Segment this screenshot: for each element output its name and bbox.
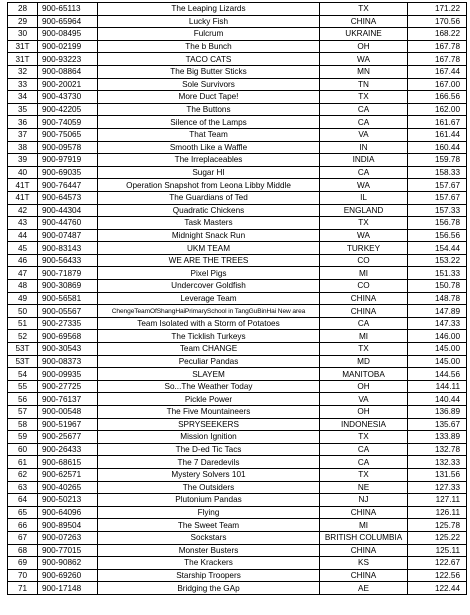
rank-cell: 68 <box>8 544 38 557</box>
region-cell: IN <box>320 141 408 154</box>
table-row <box>8 116 467 129</box>
score-cell: 171.22 <box>408 3 467 16</box>
rank-cell: 49 <box>8 292 38 305</box>
team-id-cell: 900-20021 <box>38 78 98 91</box>
rank-cell: 61 <box>8 456 38 469</box>
region-cell: CA <box>320 443 408 456</box>
team-id-cell: 900-25677 <box>38 431 98 444</box>
table-row <box>8 166 467 179</box>
score-cell: 144.56 <box>408 368 467 381</box>
table-row <box>8 242 467 255</box>
table-row <box>8 393 467 406</box>
score-cell: 153.22 <box>408 254 467 267</box>
team-name-cell: The Five Mountaineers <box>98 406 320 419</box>
region-cell: CO <box>320 254 408 267</box>
region-cell: MANITOBA <box>320 368 408 381</box>
rank-cell: 56 <box>8 393 38 406</box>
score-cell: 167.78 <box>408 53 467 66</box>
table-row <box>8 330 467 343</box>
team-id-cell: 900-77015 <box>38 544 98 557</box>
region-cell: KS <box>320 557 408 570</box>
table-row <box>8 53 467 66</box>
team-id-cell: 900-64096 <box>38 506 98 519</box>
region-cell: NJ <box>320 494 408 507</box>
team-id-cell: 900-97919 <box>38 154 98 167</box>
region-cell: ENGLAND <box>320 204 408 217</box>
score-cell: 122.67 <box>408 557 467 570</box>
team-id-cell: 900-76447 <box>38 179 98 192</box>
score-cell: 157.67 <box>408 191 467 204</box>
region-cell: CA <box>320 103 408 116</box>
team-name-cell: More Duct Tape! <box>98 91 320 104</box>
team-id-cell: 900-62571 <box>38 468 98 481</box>
region-cell: MI <box>320 519 408 532</box>
team-id-cell: 900-05567 <box>38 305 98 318</box>
table-row <box>8 280 467 293</box>
table-row <box>8 65 467 78</box>
team-name-cell: The D-ed Tic Tacs <box>98 443 320 456</box>
table-row <box>8 128 467 141</box>
rank-cell: 60 <box>8 443 38 456</box>
rank-cell: 58 <box>8 418 38 431</box>
region-cell: INDIA <box>320 154 408 167</box>
region-cell: INDONESIA <box>320 418 408 431</box>
team-id-cell: 900-40265 <box>38 481 98 494</box>
rank-cell: 50 <box>8 305 38 318</box>
table-row <box>8 380 467 393</box>
score-cell: 162.00 <box>408 103 467 116</box>
team-name-cell: The 7 Daredevils <box>98 456 320 469</box>
team-name-cell: Monster Busters <box>98 544 320 557</box>
table-row <box>8 343 467 356</box>
rank-cell: 34 <box>8 91 38 104</box>
region-cell: TX <box>320 217 408 230</box>
team-name-cell: Pickle Power <box>98 393 320 406</box>
rank-cell: 51 <box>8 317 38 330</box>
rank-cell: 64 <box>8 494 38 507</box>
table-row <box>8 217 467 230</box>
region-cell: MN <box>320 65 408 78</box>
team-name-cell: The Guardians of Ted <box>98 191 320 204</box>
team-name-cell: Sole Survivors <box>98 78 320 91</box>
table-row <box>8 28 467 41</box>
region-cell: WA <box>320 229 408 242</box>
table-row <box>8 91 467 104</box>
region-cell: TURKEY <box>320 242 408 255</box>
table-row <box>8 519 467 532</box>
table-row <box>8 443 467 456</box>
score-cell: 170.56 <box>408 15 467 28</box>
table-row <box>8 141 467 154</box>
team-name-cell: Team Isolated with a Storm of Potatoes <box>98 317 320 330</box>
team-id-cell: 900-44760 <box>38 217 98 230</box>
team-id-cell: 900-17148 <box>38 582 98 595</box>
table-row <box>8 204 467 217</box>
region-cell: WA <box>320 53 408 66</box>
region-cell: CHINA <box>320 569 408 582</box>
team-id-cell: 900-27725 <box>38 380 98 393</box>
table-row <box>8 305 467 318</box>
team-id-cell: 900-09935 <box>38 368 98 381</box>
table-row <box>8 531 467 544</box>
team-name-cell: Fulcrum <box>98 28 320 41</box>
team-name-cell: The Outsiders <box>98 481 320 494</box>
rank-cell: 57 <box>8 406 38 419</box>
score-cell: 148.78 <box>408 292 467 305</box>
team-name-cell: Sugar HI <box>98 166 320 179</box>
team-id-cell: 900-56433 <box>38 254 98 267</box>
table-row <box>8 569 467 582</box>
score-cell: 161.44 <box>408 128 467 141</box>
table-row <box>8 368 467 381</box>
team-name-cell: Mission Ignition <box>98 431 320 444</box>
table-row <box>8 254 467 267</box>
team-name-cell: Operation Snapshot from Leona Libby Middle <box>98 179 320 192</box>
region-cell: MI <box>320 267 408 280</box>
team-id-cell: 900-09578 <box>38 141 98 154</box>
team-name-cell: ChengeTeamOfShangHaiPrimarySchool in TangGuBinHai New area <box>98 305 320 318</box>
rank-cell: 55 <box>8 380 38 393</box>
rank-cell: 62 <box>8 468 38 481</box>
team-name-cell: TACO CATS <box>98 53 320 66</box>
team-name-cell: Quadratic Chickens <box>98 204 320 217</box>
score-cell: 150.78 <box>408 280 467 293</box>
region-cell: CHINA <box>320 15 408 28</box>
team-id-cell: 900-43730 <box>38 91 98 104</box>
region-cell: TN <box>320 78 408 91</box>
region-cell: CHINA <box>320 305 408 318</box>
team-name-cell: Leverage Team <box>98 292 320 305</box>
score-cell: 136.89 <box>408 406 467 419</box>
table-row <box>8 494 467 507</box>
score-cell: 154.44 <box>408 242 467 255</box>
team-id-cell: 900-08373 <box>38 355 98 368</box>
rank-cell: 41T <box>8 191 38 204</box>
table-row <box>8 481 467 494</box>
table-row <box>8 179 467 192</box>
team-name-cell: UKM TEAM <box>98 242 320 255</box>
team-name-cell: Peculiar Pandas <box>98 355 320 368</box>
region-cell: CHINA <box>320 506 408 519</box>
team-name-cell: Plutonium Pandas <box>98 494 320 507</box>
region-cell: OH <box>320 40 408 53</box>
score-cell: 131.56 <box>408 468 467 481</box>
score-cell: 145.00 <box>408 355 467 368</box>
score-cell: 146.00 <box>408 330 467 343</box>
rank-cell: 32 <box>8 65 38 78</box>
score-cell: 156.78 <box>408 217 467 230</box>
score-cell: 132.78 <box>408 443 467 456</box>
team-id-cell: 900-69568 <box>38 330 98 343</box>
table-row <box>8 468 467 481</box>
team-name-cell: Pixel Pigs <box>98 267 320 280</box>
rank-cell: 67 <box>8 531 38 544</box>
score-cell: 133.89 <box>408 431 467 444</box>
rank-cell: 59 <box>8 431 38 444</box>
team-id-cell: 900-07263 <box>38 531 98 544</box>
team-id-cell: 900-90862 <box>38 557 98 570</box>
score-cell: 158.33 <box>408 166 467 179</box>
team-id-cell: 900-69035 <box>38 166 98 179</box>
table-row <box>8 456 467 469</box>
region-cell: CHINA <box>320 544 408 557</box>
rank-cell: 31T <box>8 40 38 53</box>
team-id-cell: 900-89504 <box>38 519 98 532</box>
rank-cell: 44 <box>8 229 38 242</box>
rank-cell: 38 <box>8 141 38 154</box>
rank-cell: 52 <box>8 330 38 343</box>
team-name-cell: The b Bunch <box>98 40 320 53</box>
score-cell: 145.00 <box>408 343 467 356</box>
team-name-cell: The Sweet Team <box>98 519 320 532</box>
team-name-cell: Bridging the GAp <box>98 582 320 595</box>
team-id-cell: 900-51967 <box>38 418 98 431</box>
region-cell: OH <box>320 380 408 393</box>
team-id-cell: 900-27335 <box>38 317 98 330</box>
region-cell: TX <box>320 91 408 104</box>
table-row <box>8 15 467 28</box>
region-cell: TX <box>320 468 408 481</box>
rank-cell: 42 <box>8 204 38 217</box>
team-name-cell: SLAYEM <box>98 368 320 381</box>
table-row <box>8 506 467 519</box>
score-cell: 140.44 <box>408 393 467 406</box>
table-row <box>8 229 467 242</box>
team-id-cell: 900-26433 <box>38 443 98 456</box>
score-cell: 127.11 <box>408 494 467 507</box>
region-cell: TX <box>320 343 408 356</box>
rank-cell: 43 <box>8 217 38 230</box>
table-row <box>8 582 467 595</box>
table-row <box>8 78 467 91</box>
score-cell: 160.44 <box>408 141 467 154</box>
table-row <box>8 3 467 16</box>
team-id-cell: 900-07487 <box>38 229 98 242</box>
score-cell: 167.78 <box>408 40 467 53</box>
team-id-cell: 900-75065 <box>38 128 98 141</box>
table-row <box>8 355 467 368</box>
rank-cell: 65 <box>8 506 38 519</box>
table-row <box>8 154 467 167</box>
team-name-cell: The Big Butter Sticks <box>98 65 320 78</box>
team-id-cell: 900-42205 <box>38 103 98 116</box>
rank-cell: 69 <box>8 557 38 570</box>
rank-cell: 36 <box>8 116 38 129</box>
rank-cell: 63 <box>8 481 38 494</box>
team-name-cell: Silence of the Lamps <box>98 116 320 129</box>
region-cell: UKRAINE <box>320 28 408 41</box>
score-cell: 144.11 <box>408 380 467 393</box>
table-row <box>8 191 467 204</box>
team-name-cell: SPRYSEEKERS <box>98 418 320 431</box>
team-name-cell: The Krackers <box>98 557 320 570</box>
rank-cell: 29 <box>8 15 38 28</box>
table-row <box>8 431 467 444</box>
table-row <box>8 557 467 570</box>
region-cell: WA <box>320 179 408 192</box>
region-cell: NE <box>320 481 408 494</box>
team-name-cell: The Buttons <box>98 103 320 116</box>
region-cell: CA <box>320 317 408 330</box>
results-table-body <box>8 3 467 595</box>
rank-cell: 31T <box>8 53 38 66</box>
team-name-cell: The Leaping Lizards <box>98 3 320 16</box>
team-id-cell: 900-00548 <box>38 406 98 419</box>
rank-cell: 71 <box>8 582 38 595</box>
rank-cell: 54 <box>8 368 38 381</box>
rank-cell: 33 <box>8 78 38 91</box>
team-id-cell: 900-30869 <box>38 280 98 293</box>
score-cell: 132.33 <box>408 456 467 469</box>
team-id-cell: 900-44304 <box>38 204 98 217</box>
rank-cell: 53T <box>8 355 38 368</box>
score-cell: 147.89 <box>408 305 467 318</box>
team-id-cell: 900-65964 <box>38 15 98 28</box>
table-row <box>8 544 467 557</box>
region-cell: OH <box>320 406 408 419</box>
team-name-cell: Lucky Fish <box>98 15 320 28</box>
rank-cell: 37 <box>8 128 38 141</box>
team-name-cell: Smooth Like a Waffle <box>98 141 320 154</box>
region-cell: CO <box>320 280 408 293</box>
score-cell: 167.44 <box>408 65 467 78</box>
rank-cell: 47 <box>8 267 38 280</box>
score-cell: 167.00 <box>408 78 467 91</box>
team-name-cell: Sockstars <box>98 531 320 544</box>
team-id-cell: 900-64573 <box>38 191 98 204</box>
region-cell: MI <box>320 330 408 343</box>
team-id-cell: 900-83143 <box>38 242 98 255</box>
rank-cell: 48 <box>8 280 38 293</box>
score-cell: 151.33 <box>408 267 467 280</box>
team-name-cell: Midnight Snack Run <box>98 229 320 242</box>
score-cell: 127.33 <box>408 481 467 494</box>
score-cell: 157.67 <box>408 179 467 192</box>
team-id-cell: 900-50213 <box>38 494 98 507</box>
team-id-cell: 900-65113 <box>38 3 98 16</box>
region-cell: CA <box>320 116 408 129</box>
score-cell: 161.67 <box>408 116 467 129</box>
score-cell: 122.44 <box>408 582 467 595</box>
score-cell: 159.78 <box>408 154 467 167</box>
region-cell: VA <box>320 128 408 141</box>
team-name-cell: Starship Troopers <box>98 569 320 582</box>
rank-cell: 41T <box>8 179 38 192</box>
score-cell: 125.78 <box>408 519 467 532</box>
team-id-cell: 900-71879 <box>38 267 98 280</box>
team-name-cell: Undercover Goldfish <box>98 280 320 293</box>
team-id-cell: 900-93223 <box>38 53 98 66</box>
score-cell: 135.67 <box>408 418 467 431</box>
rank-cell: 66 <box>8 519 38 532</box>
score-cell: 147.33 <box>408 317 467 330</box>
region-cell: TX <box>320 3 408 16</box>
score-cell: 125.22 <box>408 531 467 544</box>
rank-cell: 45 <box>8 242 38 255</box>
team-id-cell: 900-56581 <box>38 292 98 305</box>
region-cell: TX <box>320 431 408 444</box>
region-cell: BRITISH COLUMBIA <box>320 531 408 544</box>
score-cell: 125.11 <box>408 544 467 557</box>
region-cell: MD <box>320 355 408 368</box>
table-row <box>8 406 467 419</box>
score-cell: 157.33 <box>408 204 467 217</box>
region-cell: CA <box>320 456 408 469</box>
rank-cell: 30 <box>8 28 38 41</box>
region-cell: IL <box>320 191 408 204</box>
table-row <box>8 418 467 431</box>
team-id-cell: 900-30543 <box>38 343 98 356</box>
rank-cell: 70 <box>8 569 38 582</box>
rank-cell: 39 <box>8 154 38 167</box>
region-cell: CA <box>320 166 408 179</box>
team-name-cell: Mystery Solvers 101 <box>98 468 320 481</box>
team-id-cell: 900-02199 <box>38 40 98 53</box>
team-id-cell: 900-68615 <box>38 456 98 469</box>
rank-cell: 46 <box>8 254 38 267</box>
region-cell: VA <box>320 393 408 406</box>
team-name-cell: Team CHANGE <box>98 343 320 356</box>
team-name-cell: The Irreplaceables <box>98 154 320 167</box>
table-row <box>8 267 467 280</box>
team-id-cell: 900-08864 <box>38 65 98 78</box>
team-id-cell: 900-08495 <box>38 28 98 41</box>
table-row <box>8 40 467 53</box>
rank-cell: 35 <box>8 103 38 116</box>
table-row <box>8 103 467 116</box>
team-name-cell: Task Masters <box>98 217 320 230</box>
team-id-cell: 900-76137 <box>38 393 98 406</box>
score-cell: 122.56 <box>408 569 467 582</box>
rank-cell: 28 <box>8 3 38 16</box>
table-row <box>8 317 467 330</box>
score-cell: 168.22 <box>408 28 467 41</box>
team-name-cell: Flying <box>98 506 320 519</box>
team-name-cell: WE ARE THE TREES <box>98 254 320 267</box>
team-name-cell: The Ticklish Turkeys <box>98 330 320 343</box>
score-cell: 156.56 <box>408 229 467 242</box>
team-id-cell: 900-69260 <box>38 569 98 582</box>
region-cell: CHINA <box>320 292 408 305</box>
score-cell: 166.56 <box>408 91 467 104</box>
table-row <box>8 292 467 305</box>
team-name-cell: So...The Weather Today <box>98 380 320 393</box>
team-id-cell: 900-74059 <box>38 116 98 129</box>
rank-cell: 53T <box>8 343 38 356</box>
rank-cell: 40 <box>8 166 38 179</box>
results-table <box>7 2 467 595</box>
score-cell: 126.11 <box>408 506 467 519</box>
region-cell: AE <box>320 582 408 595</box>
team-name-cell: That Team <box>98 128 320 141</box>
